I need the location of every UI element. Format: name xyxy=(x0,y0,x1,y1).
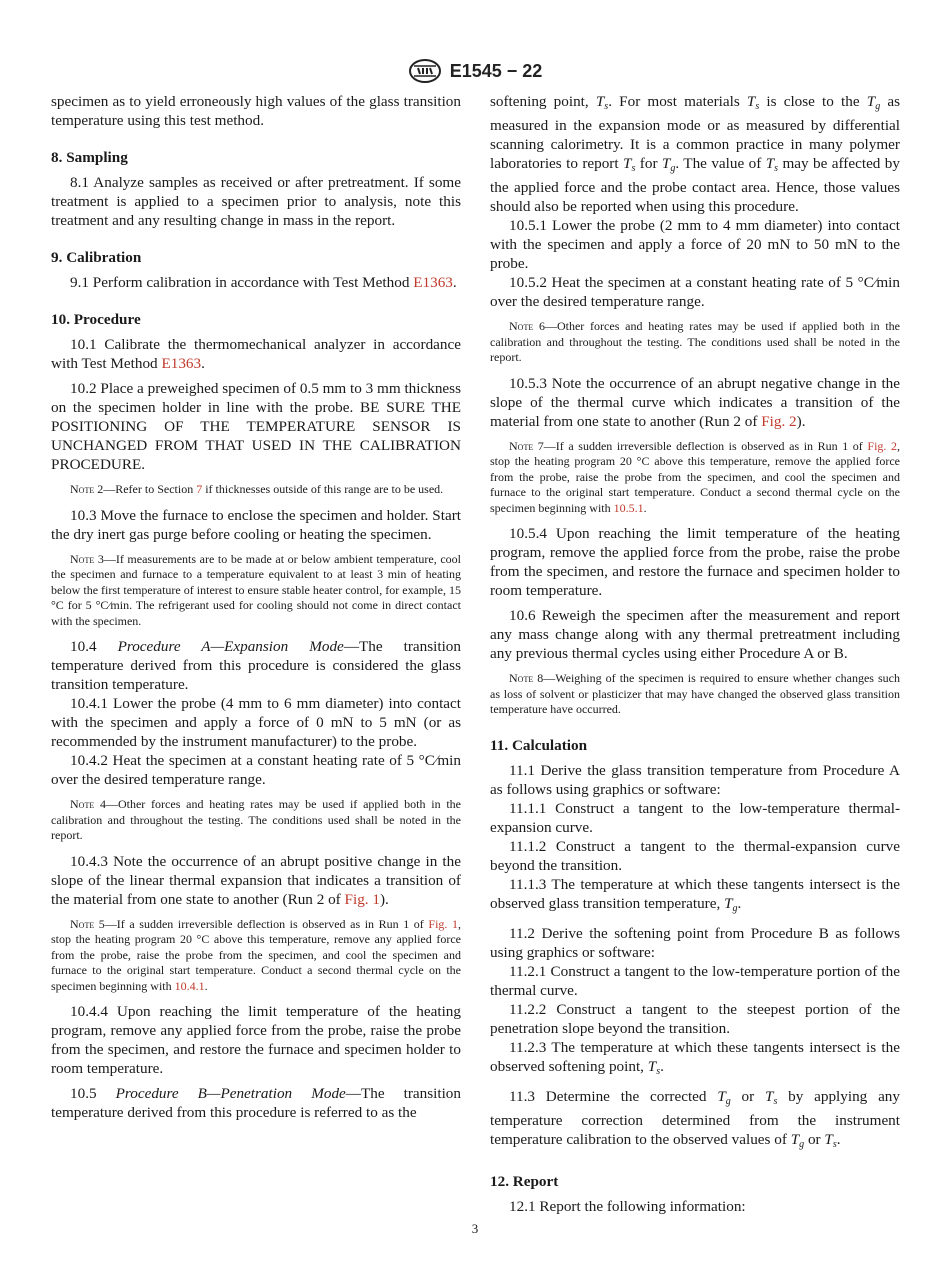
paragraph-10-6: 10.6 Reweigh the specimen after the measurement and report any mass change along with any thermal pretreatment including any previous thermal cycles using either Procedure A or B. xyxy=(490,607,900,662)
paragraph-10-5-1: 10.5.1 Lower the probe (2 mm to 4 mm diameter) into contact with the specimen and apply a force of 20 mN to 50 mN to the probe. xyxy=(490,217,900,272)
subscript: g xyxy=(799,1138,805,1150)
subscript: s xyxy=(604,101,609,112)
text: 2—Refer to Section xyxy=(94,482,197,496)
symbol: T xyxy=(824,1130,833,1148)
link-10-5-1[interactable]: 10.5.1 xyxy=(613,500,644,515)
text: . xyxy=(643,500,647,515)
paragraph-10-5 xyxy=(51,1084,461,1122)
symbol: T xyxy=(765,155,775,172)
symbol: T xyxy=(765,1087,774,1105)
left-column xyxy=(51,92,461,1122)
symbol: T xyxy=(647,1057,657,1075)
symbol: T xyxy=(661,155,671,172)
astm-logo-icon xyxy=(408,58,442,84)
paragraph-10-1 xyxy=(51,335,461,373)
text: ). xyxy=(796,412,806,430)
note-label: Note xyxy=(70,482,95,496)
note-6 xyxy=(490,319,900,366)
paragraph-10-4-1: 10.4.1 Lower the probe (4 mm to 6 mm diameter) into contact with the specimen and apply a force of 0 mN to 5 mN (or as recommended by the instrument manufacturer) to the probe. xyxy=(51,695,461,750)
text: 10.1 Calibrate the thermomechanical analyzer in accordance with Test Method xyxy=(51,336,461,372)
text: or xyxy=(730,1087,765,1105)
paragraph-10-3: 10.3 Move the furnace to enclose the specimen and holder. Start the dry inert gas purge before cooling or heating the specimen. xyxy=(51,506,461,543)
text: 10.4.3 Note the occurrence of an abrupt positive change in the slope of the linear thermal expansion that indicates a transition of the material from one state to another (Run 2 of xyxy=(51,852,461,908)
subscript: s xyxy=(656,1065,661,1077)
subscript: s xyxy=(832,1138,837,1150)
note-label: Note xyxy=(70,551,95,566)
link-fig-1[interactable]: Fig. 1 xyxy=(344,890,380,908)
note-label: Note xyxy=(509,319,534,333)
text: . For most materials xyxy=(608,93,747,110)
paragraph-11-2-1: 11.2.1 Construct a tangent to the low-temperature portion of the thermal curve. xyxy=(490,962,900,999)
paragraph-10-4-4: 10.4.4 Upon reaching the limit temperature of the heating program, remove any applied force from the probe, raise the probe from the specimen, and restore the furnace and specimen holder to room temperature. xyxy=(51,1003,461,1077)
symbol: T xyxy=(866,93,876,110)
text: . xyxy=(660,1057,664,1075)
subscript: s xyxy=(755,101,760,112)
text: . xyxy=(452,274,457,291)
text: 3—If measurements are to be made at or below ambient temperature, cool the specimen and furnace to a temperature equivalent to at least 3 min of heating below the first temperature of interest to ensure stable heater control, for example, 15 °C for 5 °C⁄min. The refrigerant used for cooling should not come in direct contact with the specimen. xyxy=(51,551,461,628)
link-fig-2[interactable]: Fig. 2 xyxy=(867,438,897,453)
symbol: T xyxy=(746,93,756,110)
paragraph-11-1-3 xyxy=(490,875,900,918)
symbol: T xyxy=(623,155,632,172)
symbol: T xyxy=(595,93,605,110)
paragraph-11-2-2: 11.2.2 Construct a tangent to the steepest portion of the penetration slope beyond the transition. xyxy=(490,1000,900,1037)
paragraph-9-1 xyxy=(51,273,461,292)
text: , stop the heating program 20 °C above this temperature, remove the applied force from the probe, raise the probe from the specimen, and cool the specimen and furnace to the original start temperature. Conduct a second thermal cycle on the specimen beginning with xyxy=(490,438,900,515)
text: for xyxy=(635,155,662,172)
subscript: g xyxy=(670,163,676,174)
paragraph-10-5-4: 10.5.4 Upon reaching the limit temperature of the heating program, remove the applied force from the probe, raise the probe from the specimen, and restore the furnace and specimen holder to room temperature. xyxy=(490,525,900,599)
page-header xyxy=(0,58,950,84)
text: 10.5 xyxy=(70,1085,116,1102)
text: if thicknesses outside of this range are to be used. xyxy=(202,482,444,496)
text: 7—If a sudden irreversible deflection is observed as in Run 1 of xyxy=(533,438,868,453)
text: may be affected by the applied force and the probe contact area. Hence, those values should also be reported when using this procedure. xyxy=(490,155,900,215)
paragraph-11-2-3 xyxy=(490,1038,900,1081)
note-7 xyxy=(490,439,900,517)
page-number: 3 xyxy=(471,1221,479,1236)
paragraph-11-3 xyxy=(490,1087,900,1154)
section-heading-9: 9. Calibration xyxy=(51,249,142,266)
text: 4—Other forces and heating rates may be used if applied both in the calibration and throughout the testing. The conditions used shall be noted in the report. xyxy=(51,797,461,842)
note-8 xyxy=(490,671,900,718)
note-label: Note xyxy=(509,671,534,685)
text: 8—Weighing of the specimen is required to ensure whether changes such as loss of solvent or plasticizer that may have changed the observed glass transition temperature have occurred. xyxy=(490,671,900,716)
italic-title: Procedure A—Expansion Mode xyxy=(117,638,344,655)
note-3 xyxy=(51,552,461,630)
text: . xyxy=(836,1130,841,1148)
text: . xyxy=(204,978,208,993)
text: 9.1 Perform calibration in accordance with Test Method xyxy=(70,274,414,291)
text: is close to the xyxy=(759,93,867,110)
note-label: Note xyxy=(509,438,534,453)
text: 11.3 Determine the corrected xyxy=(509,1087,718,1105)
subscript: g xyxy=(732,902,738,914)
note-label: Note xyxy=(70,797,95,811)
text: 10.4 xyxy=(70,638,118,655)
link-fig-2[interactable]: Fig. 2 xyxy=(761,412,797,430)
link-e1363[interactable]: E1363 xyxy=(161,355,202,372)
paragraph-12-1: 12.1 Report the following information: xyxy=(509,1197,746,1215)
text: . xyxy=(201,355,205,372)
note-4 xyxy=(51,797,461,844)
designation: E1545 − 22 xyxy=(449,60,543,81)
paragraph-11-2: 11.2 Derive the softening point from Procedure B as follows using graphics or software: xyxy=(490,924,900,961)
paragraph-10-5-continued xyxy=(490,92,900,216)
subscript: s xyxy=(773,1095,778,1107)
text: 5—If a sudden irreversible deflection is observed as in Run 1 of xyxy=(94,916,429,931)
symbol: T xyxy=(717,1087,726,1105)
paragraph-11-1: 11.1 Derive the glass transition temperature from Procedure A as follows using graphics or software: xyxy=(490,761,900,798)
symbol: T xyxy=(724,894,733,912)
subscript: g xyxy=(725,1095,731,1107)
section-heading-12: 12. Report xyxy=(490,1172,559,1190)
note-5 xyxy=(51,917,461,995)
note-2 xyxy=(51,482,461,498)
subscript: s xyxy=(631,163,636,174)
text: ). xyxy=(379,890,389,908)
text: as measured in the expansion mode or as measured by differential scanning calorimetry. It is a common practice in many polymer laboratories to report xyxy=(490,93,900,172)
paragraph-11-1-1: 11.1.1 Construct a tangent to the low-temperature thermal-expansion curve. xyxy=(490,799,900,836)
section-heading-8: 8. Sampling xyxy=(51,149,128,166)
section-heading-10: 10. Procedure xyxy=(51,311,141,328)
paragraph-10-5-3 xyxy=(490,374,900,431)
subscript: g xyxy=(875,101,881,112)
note-label: Note xyxy=(70,916,95,931)
link-10-4-1[interactable]: 10.4.1 xyxy=(174,978,205,993)
right-column xyxy=(490,92,900,1216)
symbol: T xyxy=(790,1130,800,1148)
text: 11.2.3 The temperature at which these tangents intersect is the observed softening point, xyxy=(490,1038,900,1075)
text: 11.1.3 The temperature at which these tangents intersect is the observed glass transition temperature, xyxy=(490,875,900,912)
paragraph-10-5-2: 10.5.2 Heat the specimen at a constant heating rate of 5 °C⁄min over the desired temperature range. xyxy=(490,274,900,310)
paragraph-10-4 xyxy=(51,637,461,694)
text: softening point, xyxy=(490,93,596,110)
paragraph-10-4-3 xyxy=(51,852,461,909)
link-section-7[interactable]: 7 xyxy=(196,482,203,496)
text: or xyxy=(804,1130,825,1148)
text: by applying any temperature correction determined from the instrument temperature calibration to the observed values of xyxy=(490,1087,900,1148)
link-fig-1[interactable]: Fig. 1 xyxy=(428,916,458,931)
link-e1363[interactable]: E1363 xyxy=(413,274,453,291)
text: , stop the heating program 20 °C above this temperature, remove any applied force from the probe, raise the probe from the specimen, and cool the specimen and furnace to the original start temperature. Conduct a second thermal cycle on the specimen beginning with xyxy=(51,916,461,993)
text: 6—Other forces and heating rates may be used if applied both in the calibration and throughout the testing. The conditions used shall be noted in the report. xyxy=(490,319,900,364)
paragraph: specimen as to yield erroneously high values of the glass transition temperature using this test method. xyxy=(51,93,461,129)
text: —The transition temperature derived from this procedure is considered the glass transition temperature. xyxy=(51,638,461,693)
subscript: s xyxy=(774,163,779,174)
section-heading-11: 11. Calculation xyxy=(490,736,588,754)
paragraph-11-1-2: 11.1.2 Construct a tangent to the thermal-expansion curve beyond the transition. xyxy=(490,837,900,874)
paragraph-10-4-2: 10.4.2 Heat the specimen at a constant heating rate of 5 °C⁄min over the desired temperature range. xyxy=(51,752,461,788)
text: . The value of xyxy=(675,155,766,172)
text: . xyxy=(737,894,742,912)
text: 10.5.3 Note the occurrence of an abrupt negative change in the slope of the thermal curve which indicates a transition of the material from one state to another (Run 2 of xyxy=(490,374,900,430)
italic-title: Procedure B—Penetration Mode xyxy=(115,1085,346,1102)
text: —The transition temperature derived from this procedure is referred to as the xyxy=(51,1085,461,1121)
paragraph-8-1: 8.1 Analyze samples as received or after pretreatment. If some treatment is applied to a specimen prior to analysis, note this treatment and any resulting change in mass in the report. xyxy=(51,174,461,229)
paragraph-10-2: 10.2 Place a preweighed specimen of 0.5 mm to 3 mm thickness on the specimen holder in line with the probe. BE SURE THE POSITIONING OF THE TEMPERATURE SENSOR IS UNCHANGED FROM THAT USED IN THE CALIBRATION PROCEDURE. xyxy=(51,380,461,473)
